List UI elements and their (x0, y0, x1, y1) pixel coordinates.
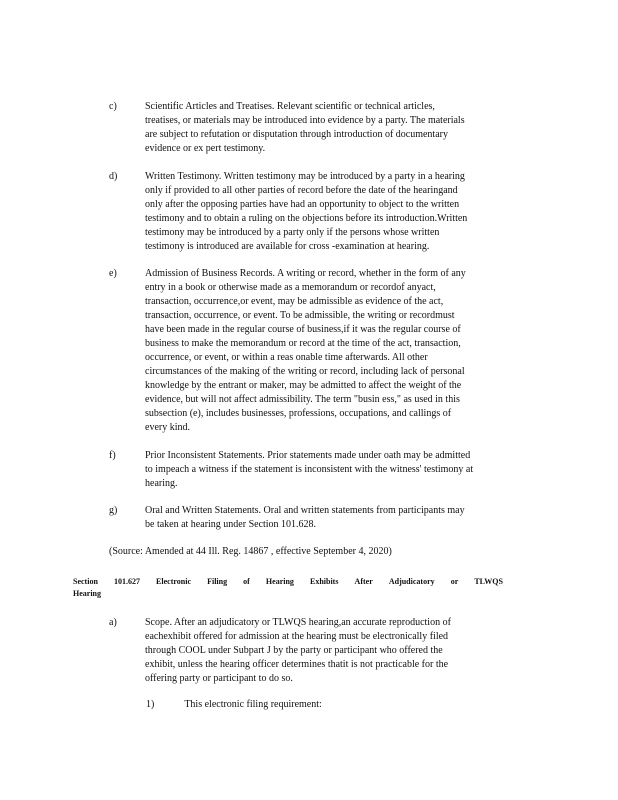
heading-word: Electronic (156, 577, 191, 586)
text-line: exhibit, unless the hearing officer determines thatit is not practicable for the (145, 659, 449, 670)
item-text (145, 170, 537, 254)
text-line: Oral and Written Statements. Oral and written statements from participants may (145, 505, 465, 516)
text-line: eachexhibit offered for admission at the hearing must be electronically filed (145, 631, 449, 642)
text-line: are subject to refutation or disputation through introduction of documentary (145, 129, 448, 140)
text-line: business to make the memorandum or record at the time of the act, transaction, (145, 338, 461, 349)
heading-word: Adjudicatory (388, 577, 435, 586)
sub-item-text: This electronic filing requirement: (184, 699, 322, 710)
text-line: Scope. After an adjudicatory or TLWQS hearing,an accurate reproduction of (145, 617, 451, 628)
section-heading (73, 576, 503, 600)
text-line: Prior Inconsistent Statements. Prior statements made under oath may be admitted (145, 450, 471, 461)
text-line: testimony is introduced are available for cross -examination at hearing. (145, 241, 430, 252)
text-line: transaction, occurrence,or event, may be admissible as evidence of the act, (145, 296, 444, 307)
heading-word: Hearing (265, 577, 294, 586)
text-line: knowledge by the entrant or maker, may be admitted to affect the weight of the (145, 380, 462, 391)
text-line: be taken at hearing under Section 101.628. (145, 519, 317, 530)
text-line: offering party or participant to do so. (145, 673, 293, 684)
item-label: f) (109, 450, 116, 461)
text-line: occurrence, or event, or within a reas onable time afterwards. All other (145, 352, 428, 363)
text-line: hearing. (145, 478, 178, 489)
text-line: only after the opposing parties have had an opportunity to object to the written (145, 199, 460, 210)
item-text (145, 504, 537, 532)
heading-word: Exhibits (310, 577, 339, 586)
sub-item-1 (146, 699, 322, 710)
text-line: subsection (e), includes businesses, professions, occupations, and callings of (145, 408, 452, 419)
text-line: Scientific Articles and Treatises. Relevant scientific or technical articles, (145, 101, 435, 112)
text-line: treatises, or materials may be introduced into evidence by a party. The materials (145, 115, 465, 126)
text-line: circumstances of the making of the writing or record, including lack of personal (145, 366, 465, 377)
heading-word: 101.627 (113, 577, 140, 586)
heading-word: Section (73, 577, 98, 586)
item-text (145, 616, 537, 686)
source-note: (Source: Amended at 44 Ill. Reg. 14867 , effective September 4, 2020) (109, 546, 392, 557)
item-label: a) (109, 617, 117, 628)
item-label: e) (109, 268, 117, 279)
section-heading-line2: Hearing (73, 589, 101, 598)
text-line: evidence, but will not affect admissibility. The term "busin ess," as used in this (145, 394, 460, 405)
sub-item-label: 1) (146, 699, 155, 710)
item-text (145, 267, 537, 435)
text-line: testimony may be introduced by a party only if the persons whose written (145, 227, 440, 238)
heading-word: After (354, 577, 373, 586)
heading-word: of (243, 577, 250, 586)
item-label: c) (109, 101, 117, 112)
text-line: only if provided to all other parties of record before the date of the hearingand (145, 185, 458, 196)
item-text (145, 100, 537, 156)
text-line: entry in a book or otherwise made as a memorandum or recordof anyact, (145, 282, 436, 293)
text-line: evidence or ex pert testimony. (145, 143, 266, 154)
text-line: every kind. (145, 422, 190, 433)
section-heading-line (73, 576, 503, 588)
heading-word: or (450, 577, 459, 586)
text-line: to impeach a witness if the statement is inconsistent with the witness' testimony at (145, 464, 474, 475)
text-line: Admission of Business Records. A writing or record, whether in the form of any (145, 268, 466, 279)
heading-word: Filing (207, 577, 228, 586)
text-line: through COOL under Subpart J by the party or participant who offered the (145, 645, 443, 656)
text-line: transaction, occurrence, or event. To be admissible, the writing or recordmust (145, 310, 455, 321)
heading-word: TLWQS (474, 577, 503, 586)
item-text (145, 449, 537, 491)
text-line: Written Testimony. Written testimony may be introduced by a party in a hearing (145, 171, 465, 182)
item-label: g) (109, 505, 118, 516)
item-label: d) (109, 171, 118, 182)
text-line: have been made in the regular course of business,if it was the regular course of (145, 324, 461, 335)
text-line: testimony and to obtain a ruling on the objections before its introduction.Written (145, 213, 468, 224)
